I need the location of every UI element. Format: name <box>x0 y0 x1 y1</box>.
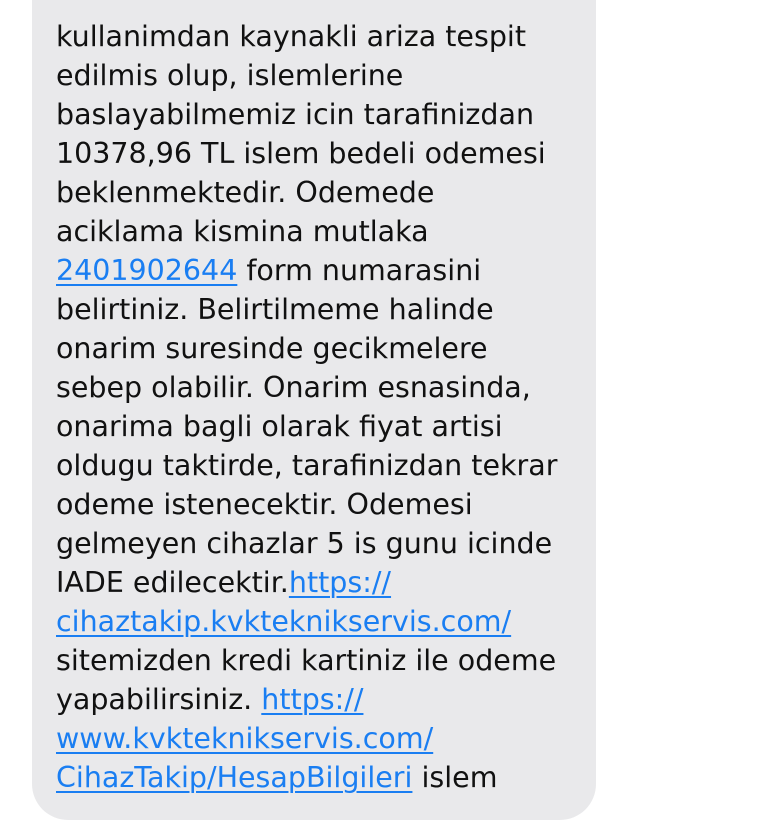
message-line: oldugu taktirde, tarafinizdan tekrar <box>56 449 558 482</box>
message-line: odeme istenecektir. Odemesi <box>56 488 473 521</box>
hesap-bilgileri-link[interactable]: www.kvkteknikservis.com/ <box>56 722 434 755</box>
iade-text: IADE edilecektir. <box>56 566 289 599</box>
cihaztakip-link[interactable]: cihaztakip.kvkteknikservis.com/ <box>56 605 512 638</box>
message-line: beklenmektedir. Odemede <box>56 176 435 209</box>
message-line <box>56 680 592 719</box>
message-line: onarima bagli olarak fiyat artisi <box>56 410 503 443</box>
message-line: gelmeyen cihazlar 5 is gunu icinde <box>56 527 553 560</box>
message-line: edilmis olup, islemlerine <box>56 59 404 92</box>
message-line: baslayabilmemiz icin tarafinizdan <box>56 98 535 131</box>
form-number-suffix: form numarasini <box>237 254 482 287</box>
message-line <box>56 563 592 602</box>
message-line: 10378,96 TL islem bedeli odemesi <box>56 137 546 170</box>
message-text <box>56 0 592 797</box>
form-number-link[interactable]: 2401902644 <box>56 254 238 287</box>
hesap-bilgileri-link[interactable]: CihazTakip/HesapBilgileri <box>56 761 413 794</box>
message-line <box>56 602 592 641</box>
message-line: onarim suresinde gecikmelere <box>56 332 488 365</box>
message-line <box>56 251 592 290</box>
message-line: kullanimdan kaynakli ariza tespit <box>56 20 526 53</box>
payment-text: yapabilirsiniz. <box>56 683 262 716</box>
message-line <box>56 758 592 797</box>
message-line <box>56 719 592 758</box>
message-line: sitemizden kredi kartiniz ile odeme <box>56 644 557 677</box>
message-line <box>56 0 592 17</box>
message-line: aciklama kismina mutlaka <box>56 215 429 248</box>
hesap-bilgileri-link[interactable]: https:// <box>261 683 364 716</box>
cihaztakip-link[interactable]: https:// <box>288 566 392 599</box>
message-line: sebep olabilir. Onarim esnasinda, <box>56 371 531 404</box>
trailing-text: islem <box>412 761 498 794</box>
message-line: belirtiniz. Belirtilmeme halinde <box>56 293 494 326</box>
